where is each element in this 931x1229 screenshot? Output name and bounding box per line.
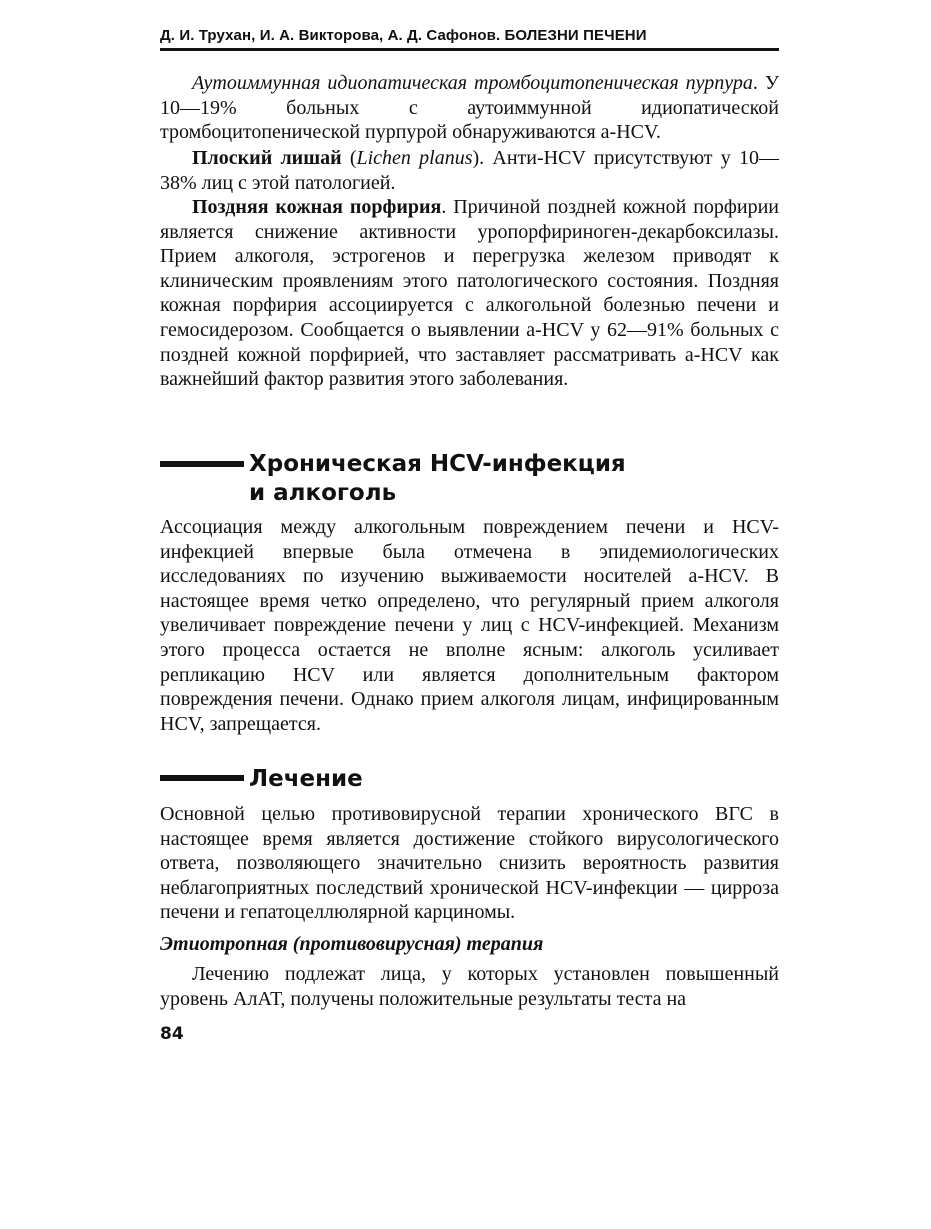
section-heading-treatment bbox=[160, 764, 779, 796]
paragraph-lichen-text bbox=[160, 146, 779, 195]
section-title-treatment: Лечение bbox=[249, 766, 363, 792]
header-rule bbox=[160, 48, 779, 51]
term-itp: Аутоиммунная идиопатическая тромбоцитопеническая пурпура bbox=[192, 72, 753, 94]
section-alcohol-text: Ассоциация между алкогольным повреждением печени и HCV-инфекцией впервые была отмечена в эпидемиологических исследованиях по изучению выживаемости носителей a-HCV. В настоящее время четко определено, что регулярный прием алкоголя увеличивает повреждение печени у лиц с HCV-инфекцией. Механизм этого процесса остается не вполне ясным: алкоголь усиливает репликацию HCV или является дополнительным фактором повреждения печени. Однако прием алкоголя лицам, инфицированным HCV, запрещается. bbox=[160, 516, 779, 735]
paragraph-porphyria-text bbox=[160, 195, 779, 392]
running-head: Д. И. Трухан, И. А. Викторова, А. Д. Сафонов. БОЛЕЗНИ ПЕЧЕНИ bbox=[160, 27, 647, 44]
paragraph-lichen-body: ). Анти-HCV присутствуют у 10—38% лиц с этой патологией. bbox=[160, 147, 779, 194]
section-treatment-text2: Лечению подлежат лица, у которых установлен повышенный уровень АлАТ, получены положительные результаты теста на bbox=[160, 963, 779, 1010]
term-porphyria: Поздняя кожная порфирия bbox=[192, 196, 442, 218]
paragraph-lichen-paren: ( bbox=[341, 147, 357, 169]
subheading-etiotropic: Этиотропная (противовирусная) терапия bbox=[160, 933, 544, 955]
section-treatment-body bbox=[160, 802, 779, 925]
section-title-alcohol-line2: и алкоголь bbox=[249, 480, 397, 506]
section-title-alcohol-line1: Хроническая HCV-инфекция bbox=[249, 451, 626, 477]
section-treatment-body2 bbox=[160, 962, 779, 1011]
paragraph-porphyria bbox=[160, 195, 779, 392]
paragraph-itp bbox=[160, 71, 779, 145]
paragraph-itp-text bbox=[160, 71, 779, 145]
term-lichen: Плоский лишай bbox=[192, 147, 342, 169]
section-bar bbox=[160, 461, 244, 467]
section-alcohol-body bbox=[160, 515, 779, 736]
page-number: 84 bbox=[160, 1024, 184, 1044]
paragraph-lichen bbox=[160, 146, 779, 195]
term-lichen-latin: Lichen planus bbox=[356, 147, 473, 169]
section-heading-alcohol bbox=[160, 449, 779, 511]
section-bar bbox=[160, 775, 244, 781]
paragraph-porphyria-body: . Причиной поздней кожной порфирии является снижение активности уропорфириноген-декарбоксилазы. Прием алкоголя, эстрогенов и перегрузка железом приводят к клиническим проявлениям этого патологического состояния. Поздняя кожная порфирия ассоциируется с алкогольной болезнью печени и гемосидерозом. Сообщается о выявлении a-HCV у 62—91% больных с поздней кожной порфирией, что заставляет рассматривать a-HCV как важнейший фактор развития этого заболевания. bbox=[160, 196, 779, 391]
section-treatment-text: Основной целью противовирусной терапии хронического ВГС в настоящее время является достижение стойкого вирусологического ответа, позволяющего значительно снизить вероятность развития неблагоприятных последствий хронической HCV-инфекции — цирроза печени и гепатоцеллюлярной карциномы. bbox=[160, 803, 779, 924]
paragraph-itp-body: . У 10—19% больных с аутоиммунной идиопатической тромбоцитопенической пурпурой обнаруживаются a-HCV. bbox=[160, 72, 779, 144]
